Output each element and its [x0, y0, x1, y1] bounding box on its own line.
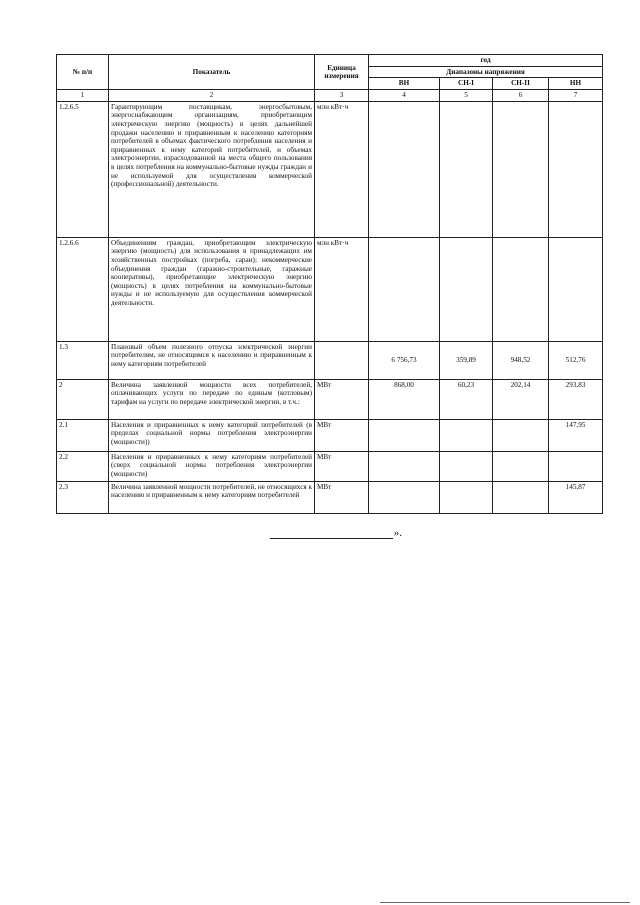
- column-number: 1: [57, 90, 109, 102]
- header-col-num: № п/п: [57, 55, 109, 90]
- value-vn: [369, 101, 440, 237]
- row-unit: млн кВт·ч: [315, 237, 369, 341]
- value-vn: [369, 237, 440, 341]
- value-sn1: [440, 237, 493, 341]
- row-indicator: Населения и приравненных к нему категорий потребителей (в пределах социальной нормы потребления электроэнергии (мощности)): [109, 419, 315, 451]
- value-vn: [369, 451, 440, 481]
- row-code: 1.2.6.5: [57, 101, 109, 237]
- value-nn: 145,87: [549, 481, 603, 513]
- table-row: [57, 101, 603, 237]
- value-nn: [549, 451, 603, 481]
- row-unit: МВт: [315, 481, 369, 513]
- row-code: 2.1: [57, 419, 109, 451]
- header-col-indicator: Показатель: [109, 55, 315, 90]
- column-number: 4: [369, 90, 440, 102]
- column-number: 6: [493, 90, 549, 102]
- row-indicator: Величина заявленной мощности всех потребителей, оплачивающих услуги по передаче по единым (котловым) тарифам на услуги по передаче электрической энергии, в т.ч.:: [109, 379, 315, 419]
- value-sn1: 60,23: [440, 379, 493, 419]
- header-col-unit: Единица измерения: [315, 55, 369, 90]
- value-sn2: [493, 481, 549, 513]
- value-nn: [549, 237, 603, 341]
- signature-underline: [270, 528, 393, 539]
- table-row: [57, 341, 603, 379]
- row-unit: [315, 341, 369, 379]
- value-sn1: [440, 481, 493, 513]
- row-code: 2: [57, 379, 109, 419]
- value-sn2: 202,14: [493, 379, 549, 419]
- header-vn: ВН: [369, 78, 440, 90]
- tariff-table: [56, 54, 603, 514]
- value-sn2: [493, 451, 549, 481]
- column-number: 2: [109, 90, 315, 102]
- row-unit: млн кВт·ч: [315, 101, 369, 237]
- row-indicator: Гарантирующим поставщикам, энергосбытовым, энергоснабжающим организациям, приобретающим электрическую энергию (мощность) в целях дальнейшей продажи населению и приравненным к населению категориям потребителей в объемах фактического потребления населения и приравненных к нему категорий потребителей, и объемах электроэнергии, израсходованной на места общего пользования в целях потребления на коммунально-бытовые нужды граждан и не используемой для осуществления коммерческой (профессиональной) деятельности.: [109, 101, 315, 237]
- column-number: 7: [549, 90, 603, 102]
- row-code: 1.2.6.6: [57, 237, 109, 341]
- column-number: 5: [440, 90, 493, 102]
- row-code: 2.2: [57, 451, 109, 481]
- row-code: 1.3: [57, 341, 109, 379]
- header-voltage-ranges: Диапазоны напряжения: [369, 66, 603, 78]
- row-code: 2.3: [57, 481, 109, 513]
- table-row: [57, 481, 603, 513]
- table-row: [57, 419, 603, 451]
- row-indicator: Населения и приравненных к нему категориям потребителей (сверх социальной нормы потребления электроэнергии (мощности): [109, 451, 315, 481]
- value-sn2: [493, 101, 549, 237]
- value-nn: 512,76: [549, 341, 603, 379]
- row-indicator: Плановый объем полезного отпуска электрической энергии потребителям, не относящимся к населению и приравненным к нему категориям потребителей: [109, 341, 315, 379]
- row-indicator: Величина заявленной мощности потребителей, не относящихся к населению и приравненным к нему категориям потребителей: [109, 481, 315, 513]
- column-number: 3: [315, 90, 369, 102]
- value-sn1: 359,89: [440, 341, 493, 379]
- value-vn: 6 756,73: [369, 341, 440, 379]
- closing-quote: ».: [393, 527, 402, 539]
- value-sn1: [440, 101, 493, 237]
- value-sn2: [493, 419, 549, 451]
- value-vn: [369, 419, 440, 451]
- value-sn1: [440, 419, 493, 451]
- row-unit: МВт: [315, 451, 369, 481]
- header-year: год: [369, 55, 603, 67]
- table-row: [57, 379, 603, 419]
- value-vn: [369, 481, 440, 513]
- closing-line: [270, 528, 402, 539]
- value-nn: 147,95: [549, 419, 603, 451]
- footer-divider: [380, 902, 630, 903]
- table-row: [57, 451, 603, 481]
- value-sn1: [440, 451, 493, 481]
- value-nn: [549, 101, 603, 237]
- row-unit: МВт: [315, 379, 369, 419]
- value-sn2: 948,52: [493, 341, 549, 379]
- row-unit: МВт: [315, 419, 369, 451]
- value-vn: 868,00: [369, 379, 440, 419]
- header-sn1: СН-I: [440, 78, 493, 90]
- value-nn: 293,83: [549, 379, 603, 419]
- value-sn2: [493, 237, 549, 341]
- header-sn2: СН-II: [493, 78, 549, 90]
- header-nn: НН: [549, 78, 603, 90]
- row-indicator: Объединениям граждан, приобретающим электрическую энергию (мощность) для использования в принадлежащих им хозяйственных постройках (погреба, сараи); некоммерческие объединения граждан (гаражно-строительные, гаражные кооперативы), приобретающие электрическую энергию (мощность) в целях потребления на коммунально-бытовые нужды и не используемую для осуществления коммерческой деятельности.: [109, 237, 315, 341]
- table-row: [57, 237, 603, 341]
